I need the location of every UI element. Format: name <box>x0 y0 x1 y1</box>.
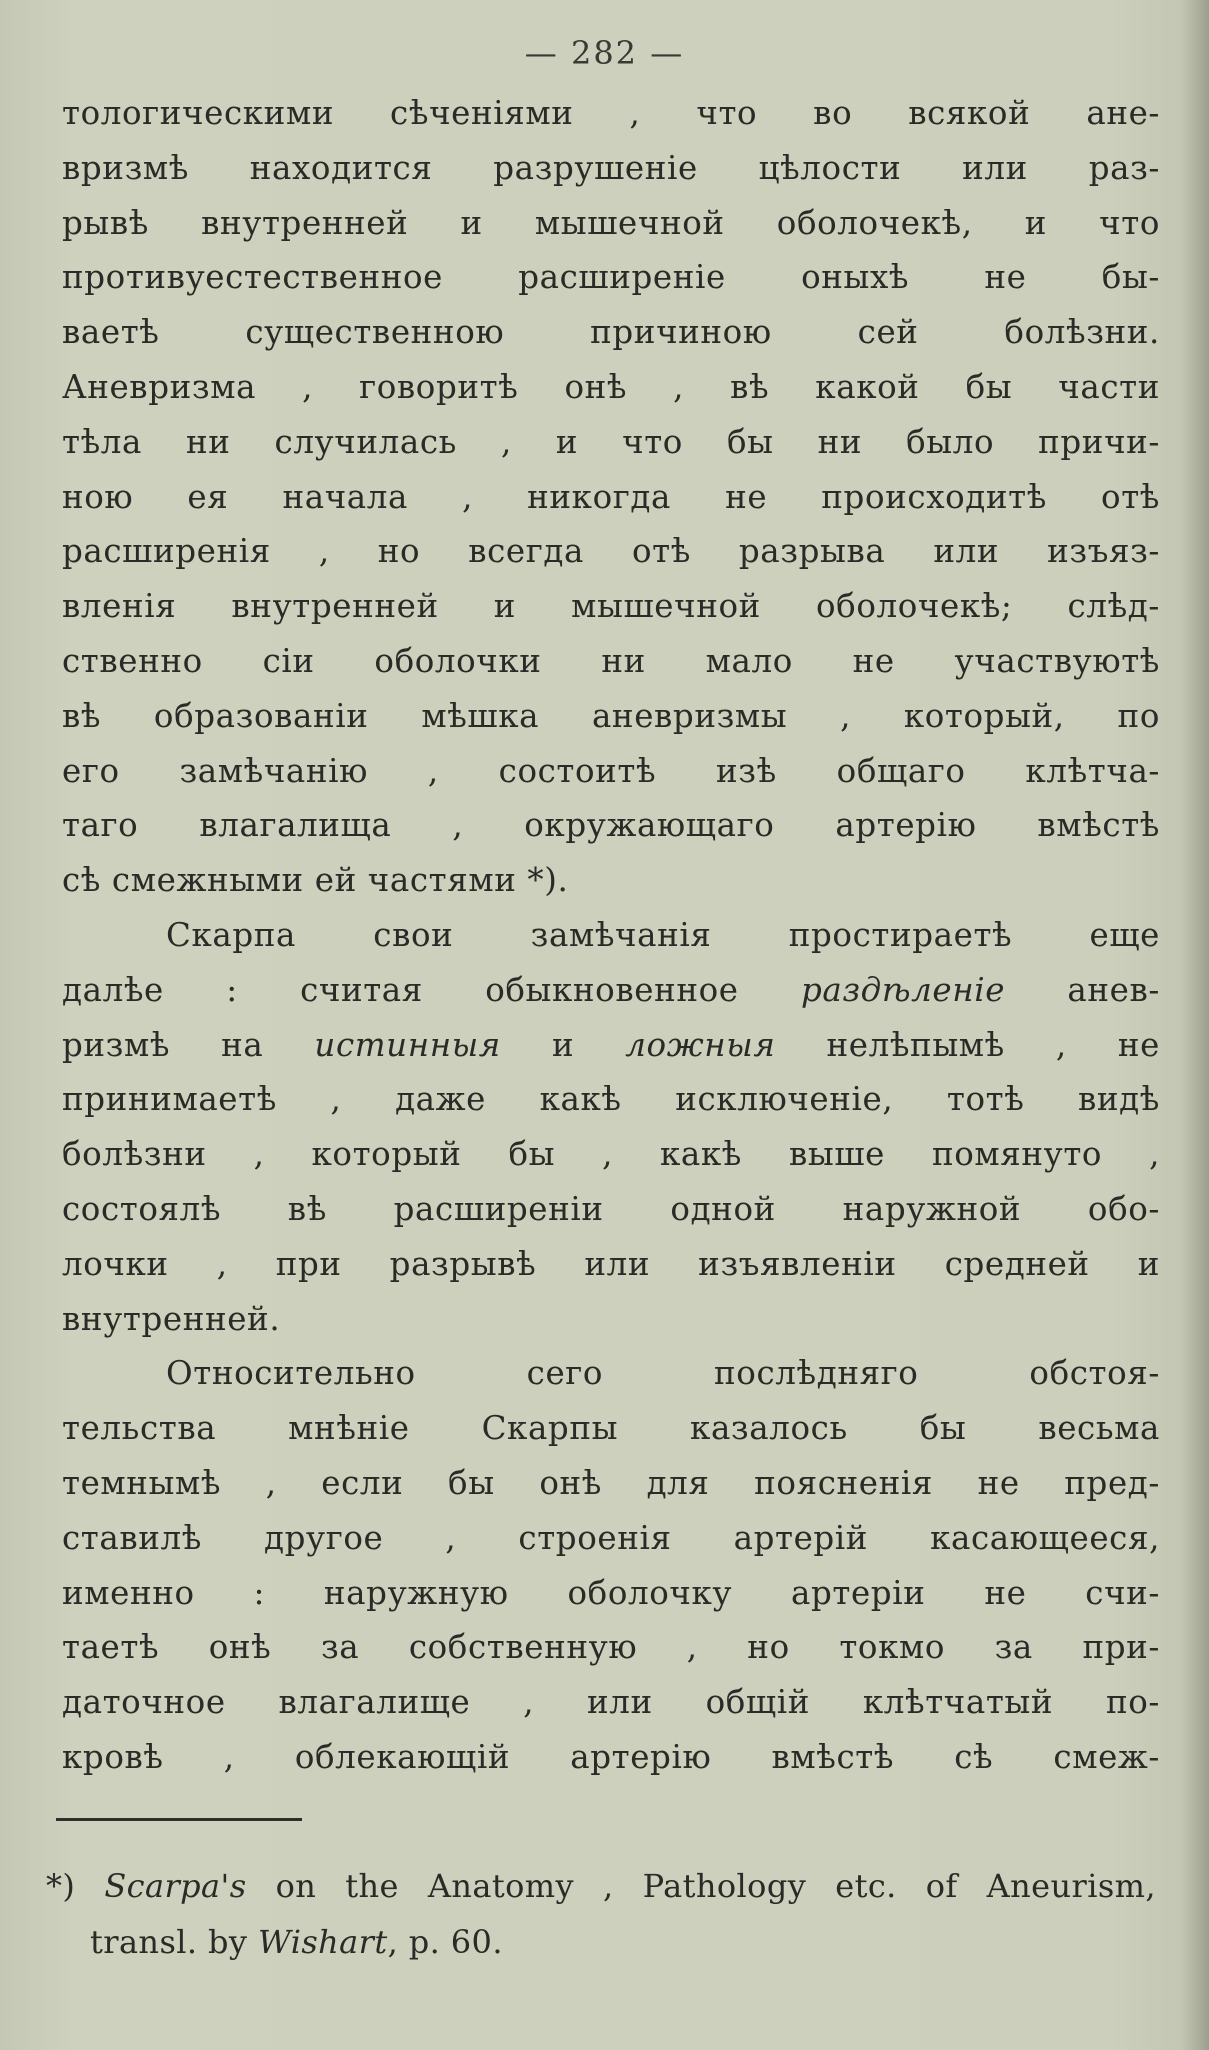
text-segment: далѣе : считая обыкновенное <box>62 970 739 1009</box>
text-line: вѣ образованіи мѣшка аневризмы , который, по <box>62 696 1160 735</box>
text-segment: ризмѣ на <box>62 1025 264 1064</box>
footnote-translator: Wishart <box>257 1923 388 1961</box>
text-line: ставилѣ другое , строенія артерій касающееся, <box>62 1518 1160 1557</box>
text-line: даточное влагалище , или общій клѣтчатый по- <box>62 1683 1160 1722</box>
italic-term-false: ложныя <box>625 1025 776 1064</box>
text-line: состоялѣ вѣ расширеніи одной наружной обо- <box>62 1189 1160 1228</box>
footnote-line <box>46 1914 1156 1970</box>
text-line: его замѣчанію , состоитѣ изѣ общаго клѣтча- <box>62 751 1160 790</box>
text-line: сѣ смежными ей частями *). <box>62 861 569 900</box>
text-segment: нелѣпымѣ , не <box>826 1025 1160 1064</box>
binding-edge-shadow <box>1181 0 1209 2050</box>
text-line: принимаетѣ , даже какѣ исключеніе, тотѣ видѣ <box>62 1080 1160 1119</box>
footnote-page: , p. 60. <box>387 1923 503 1961</box>
text-segment: анев- <box>1067 970 1160 1009</box>
text-line: расширенія , но всегда отѣ разрыва или изъяз- <box>62 532 1160 571</box>
text-line: вленія внутренней и мышечной оболочекѣ; слѣд- <box>62 587 1160 626</box>
text-line: противуестественное расширеніе оныхѣ не бы- <box>62 258 1160 297</box>
text-line-mixed <box>62 963 1160 1018</box>
footnote-author: Scarpa's <box>104 1867 247 1905</box>
text-line: Относительно сего послѣдняго обстоя- <box>166 1354 1160 1393</box>
text-line: ваетѣ существенною причиною сей болѣзни. <box>62 313 1160 352</box>
text-line: именно : наружную оболочку артеріи не счи- <box>62 1573 1160 1612</box>
main-text <box>62 86 1160 1785</box>
text-line-mixed <box>62 1018 1160 1073</box>
text-line: кровѣ , облекающій артерію вмѣстѣ сѣ смеж- <box>62 1737 1160 1776</box>
text-line: вризмѣ находится разрушеніе цѣлости или раз- <box>62 148 1160 187</box>
footnote-line <box>46 1858 1156 1914</box>
text-line: Аневризма , говоритѣ онѣ , вѣ какой бы части <box>62 367 1160 406</box>
text-line: Скарпа свои замѣчанія простираетѣ еще <box>166 915 1160 954</box>
text-line: ною ея начала , никогда не происходитѣ отѣ <box>62 477 1160 516</box>
text-line: рывѣ внутренней и мышечной оболочекѣ, и что <box>62 203 1160 242</box>
text-line: лочки , при разрывѣ или изъявленіи средней и <box>62 1244 1160 1283</box>
italic-term-division: раздѣленіе <box>800 970 1006 1009</box>
text-line: таетѣ онѣ за собственную , но токмо за при- <box>62 1628 1160 1667</box>
text-line: тологическими сѣченіями , что во всякой ане- <box>62 94 1160 132</box>
text-line: тельства мнѣніе Скарпы казалось бы весьма <box>62 1409 1160 1448</box>
text-line: таго влагалища , окружающаго артерію вмѣстѣ <box>62 806 1160 845</box>
footnote <box>46 1858 1156 1970</box>
footnote-rule <box>56 1818 302 1821</box>
footnote-title: on the Anatomy , Pathology etc. of Aneurism, <box>275 1867 1157 1905</box>
text-segment: и <box>551 1025 575 1064</box>
text-line: тѣла ни случилась , и что бы ни было причи- <box>62 422 1160 461</box>
text-line: внутренней. <box>62 1299 281 1338</box>
italic-term-true: истинныя <box>314 1025 501 1064</box>
footnote-transl: transl. by <box>90 1923 248 1961</box>
footnote-marker: *) <box>46 1867 76 1905</box>
page-number: — 282 — <box>524 34 685 72</box>
text-line: болѣзни , который бы , какѣ выше помянуто , <box>62 1135 1160 1174</box>
text-line: ственно сіи оболочки ни мало не участвуютѣ <box>62 641 1160 680</box>
text-line: темнымѣ , если бы онѣ для поясненія не пред- <box>62 1463 1160 1502</box>
